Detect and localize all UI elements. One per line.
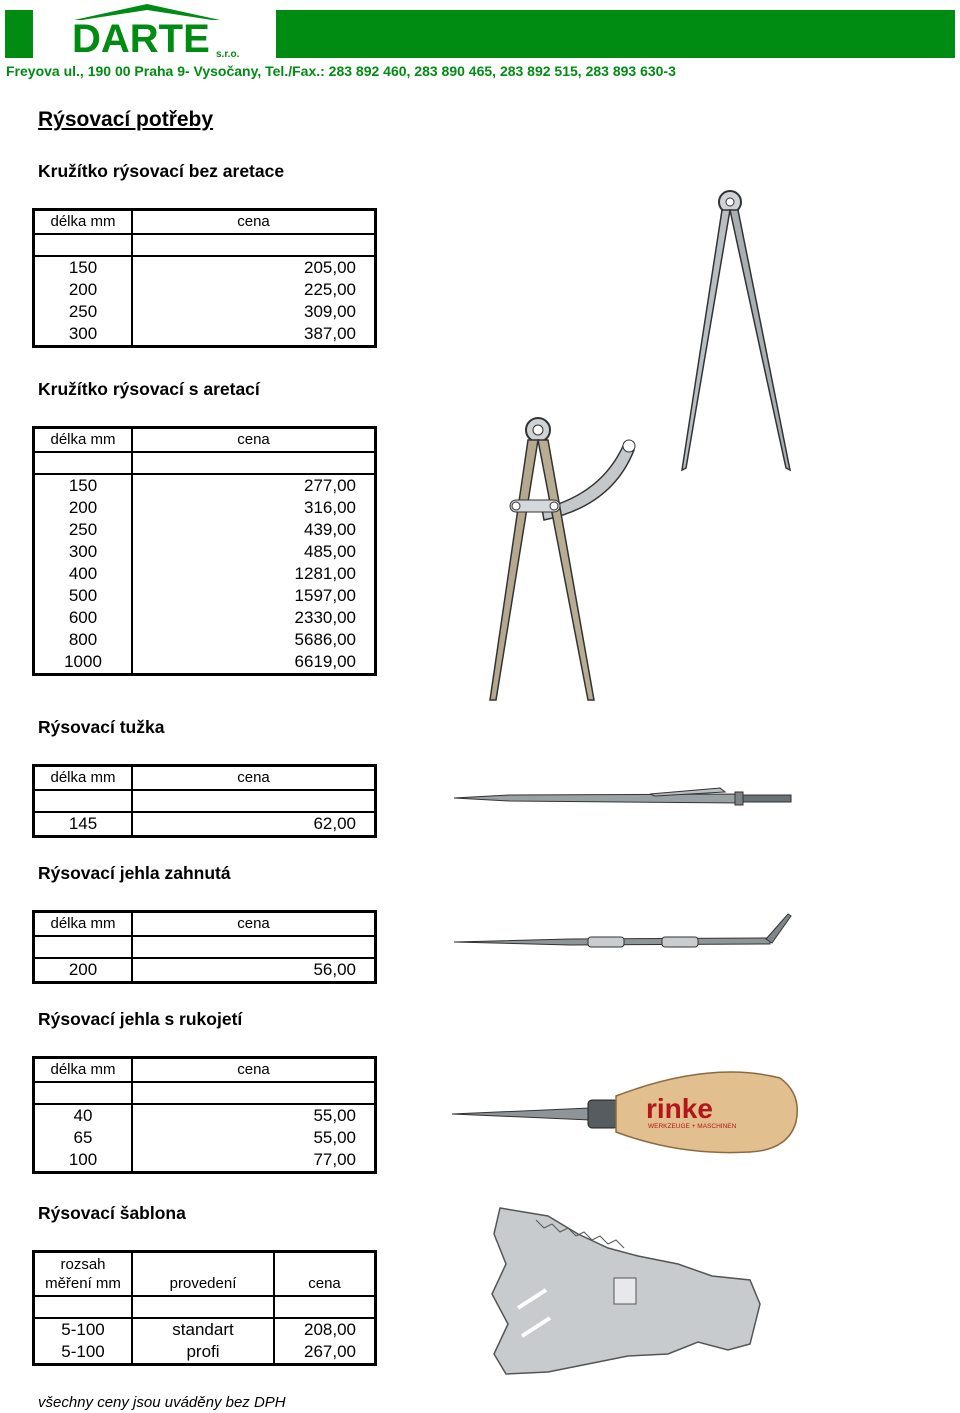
table-cell bbox=[132, 1082, 376, 1104]
table-cell: cena bbox=[274, 1252, 376, 1297]
table-cell: 77,00 bbox=[132, 1149, 376, 1173]
table-cell bbox=[34, 1296, 133, 1318]
svg-text:s.r.o.: s.r.o. bbox=[216, 49, 240, 60]
table-cell bbox=[274, 1296, 376, 1318]
table-cell bbox=[34, 790, 133, 812]
table-row bbox=[34, 790, 376, 812]
table-cell: 62,00 bbox=[132, 812, 376, 837]
table-cell: cena bbox=[132, 766, 376, 791]
table-row bbox=[34, 1341, 376, 1365]
compass-lock-image bbox=[482, 414, 642, 704]
table-cell bbox=[34, 234, 133, 256]
table-row bbox=[34, 1082, 376, 1104]
table-cell: 267,00 bbox=[274, 1341, 376, 1365]
table-cell: 800 bbox=[34, 629, 133, 651]
table-cell bbox=[34, 1082, 133, 1104]
table-row bbox=[34, 541, 376, 563]
rinke-brand-text: rinke bbox=[646, 1093, 713, 1124]
table-cell: profi bbox=[132, 1341, 274, 1365]
table-row bbox=[34, 428, 376, 453]
table-cell: 200 bbox=[34, 497, 133, 519]
bent-needle-image bbox=[450, 910, 795, 950]
table-row bbox=[34, 474, 376, 497]
table-cell: 205,00 bbox=[132, 256, 376, 279]
section-title-compass-no-lock: Kružítko rýsovací bez aretace bbox=[38, 161, 285, 181]
table-row bbox=[34, 651, 376, 675]
table-cell: 200 bbox=[34, 958, 133, 983]
table-row bbox=[34, 301, 376, 323]
col-header-range: rozsah měření mm bbox=[34, 1252, 133, 1297]
table-cell: 150 bbox=[34, 256, 133, 279]
table-cell: 65 bbox=[34, 1127, 133, 1149]
table-cell: 387,00 bbox=[132, 323, 376, 347]
col-header-price: cena bbox=[132, 210, 376, 235]
table-cell: 150 bbox=[34, 474, 133, 497]
table-cell: 1281,00 bbox=[132, 563, 376, 585]
table-cell: 439,00 bbox=[132, 519, 376, 541]
section-title-pencil: Rýsovací tužka bbox=[38, 717, 165, 737]
footer-note: všechny ceny jsou uváděny bez DPH bbox=[38, 1394, 286, 1411]
price-table-needle-handle bbox=[32, 1056, 377, 1174]
table-cell: 55,00 bbox=[132, 1104, 376, 1127]
price-table-template bbox=[32, 1250, 377, 1366]
table-cell bbox=[132, 936, 376, 958]
template-gauge-image bbox=[488, 1204, 768, 1380]
table-row bbox=[34, 234, 376, 256]
table-row bbox=[34, 585, 376, 607]
section-title-needle-handle: Rýsovací jehla s rukojetí bbox=[38, 1009, 243, 1029]
table-cell: délka mm bbox=[34, 428, 133, 453]
table-cell: délka mm bbox=[34, 766, 133, 791]
table-row bbox=[34, 629, 376, 651]
table-cell: 485,00 bbox=[132, 541, 376, 563]
section-title-compass-lock: Kružítko rýsovací s aretací bbox=[38, 379, 260, 399]
table-row bbox=[34, 563, 376, 585]
table-cell: 5-100 bbox=[34, 1318, 133, 1341]
scriber-pencil-image bbox=[450, 786, 795, 810]
darte-logo bbox=[62, 2, 262, 60]
table-row bbox=[34, 1296, 376, 1318]
table-cell: 309,00 bbox=[132, 301, 376, 323]
price-table-compass-no-lock bbox=[32, 208, 377, 348]
table-row bbox=[34, 958, 376, 983]
table-cell: 225,00 bbox=[132, 279, 376, 301]
table-row bbox=[34, 1127, 376, 1149]
table-cell: 2330,00 bbox=[132, 607, 376, 629]
table-cell: délka mm bbox=[34, 912, 133, 937]
table-cell: 100 bbox=[34, 1149, 133, 1173]
svg-text:WERKZEUGE + MASCHINEN: WERKZEUGE + MASCHINEN bbox=[648, 1123, 737, 1130]
price-table-compass-lock bbox=[32, 426, 377, 676]
table-row bbox=[34, 607, 376, 629]
table-row bbox=[34, 912, 376, 937]
header-green-bar-right bbox=[276, 10, 955, 58]
table-cell: 500 bbox=[34, 585, 133, 607]
price-table-bent-needle bbox=[32, 910, 377, 984]
table-cell: 55,00 bbox=[132, 1127, 376, 1149]
table-row bbox=[34, 256, 376, 279]
table-row bbox=[34, 519, 376, 541]
table-cell: 316,00 bbox=[132, 497, 376, 519]
table-row bbox=[34, 936, 376, 958]
table-row bbox=[34, 497, 376, 519]
table-cell bbox=[132, 452, 376, 474]
table-cell: 600 bbox=[34, 607, 133, 629]
table-cell bbox=[132, 1296, 274, 1318]
table-cell: 145 bbox=[34, 812, 133, 837]
table-cell: 300 bbox=[34, 541, 133, 563]
table-cell: 1000 bbox=[34, 651, 133, 675]
table-row bbox=[34, 452, 376, 474]
table-cell: 208,00 bbox=[274, 1318, 376, 1341]
section-title-bent-needle: Rýsovací jehla zahnutá bbox=[38, 863, 231, 883]
table-cell bbox=[132, 790, 376, 812]
table-row bbox=[34, 812, 376, 837]
table-row bbox=[34, 766, 376, 791]
table-cell: 5686,00 bbox=[132, 629, 376, 651]
table-cell: 6619,00 bbox=[132, 651, 376, 675]
table-cell: 5-100 bbox=[34, 1341, 133, 1365]
table-cell: 250 bbox=[34, 519, 133, 541]
table-row bbox=[34, 279, 376, 301]
table-cell: provedení bbox=[132, 1252, 274, 1297]
table-cell bbox=[132, 234, 376, 256]
table-cell: 400 bbox=[34, 563, 133, 585]
table-cell: cena bbox=[132, 912, 376, 937]
table-row bbox=[34, 1104, 376, 1127]
table-row bbox=[34, 1252, 376, 1297]
needle-handle-image bbox=[450, 1064, 800, 1164]
page-title: Rýsovací potřeby bbox=[38, 108, 214, 131]
col-header-length: délka mm bbox=[34, 210, 133, 235]
compass-image bbox=[672, 188, 802, 478]
table-cell: cena bbox=[132, 428, 376, 453]
table-cell: 300 bbox=[34, 323, 133, 347]
table-row bbox=[34, 1149, 376, 1173]
table-row bbox=[34, 1318, 376, 1341]
table-cell: 277,00 bbox=[132, 474, 376, 497]
table-row bbox=[34, 323, 376, 347]
table-cell: 200 bbox=[34, 279, 133, 301]
table-cell: 1597,00 bbox=[132, 585, 376, 607]
table-cell bbox=[34, 936, 133, 958]
table-cell: délka mm bbox=[34, 1058, 133, 1083]
header-green-bar-left bbox=[5, 10, 33, 58]
price-table-pencil bbox=[32, 764, 377, 838]
table-row bbox=[34, 210, 376, 235]
table-cell bbox=[34, 452, 133, 474]
table-row bbox=[34, 1058, 376, 1083]
contact-line: Freyova ul., 190 00 Praha 9- Vysočany, Tel./Fax.: 283 892 460, 283 890 465, 283 892 515, 283 893 630-3 bbox=[6, 63, 676, 79]
svg-text:DARTE: DARTE bbox=[72, 17, 210, 60]
table-cell: standart bbox=[132, 1318, 274, 1341]
table-cell: 56,00 bbox=[132, 958, 376, 983]
section-title-template: Rýsovací šablona bbox=[38, 1203, 186, 1223]
table-cell: cena bbox=[132, 1058, 376, 1083]
table-cell: 40 bbox=[34, 1104, 133, 1127]
table-cell: 250 bbox=[34, 301, 133, 323]
